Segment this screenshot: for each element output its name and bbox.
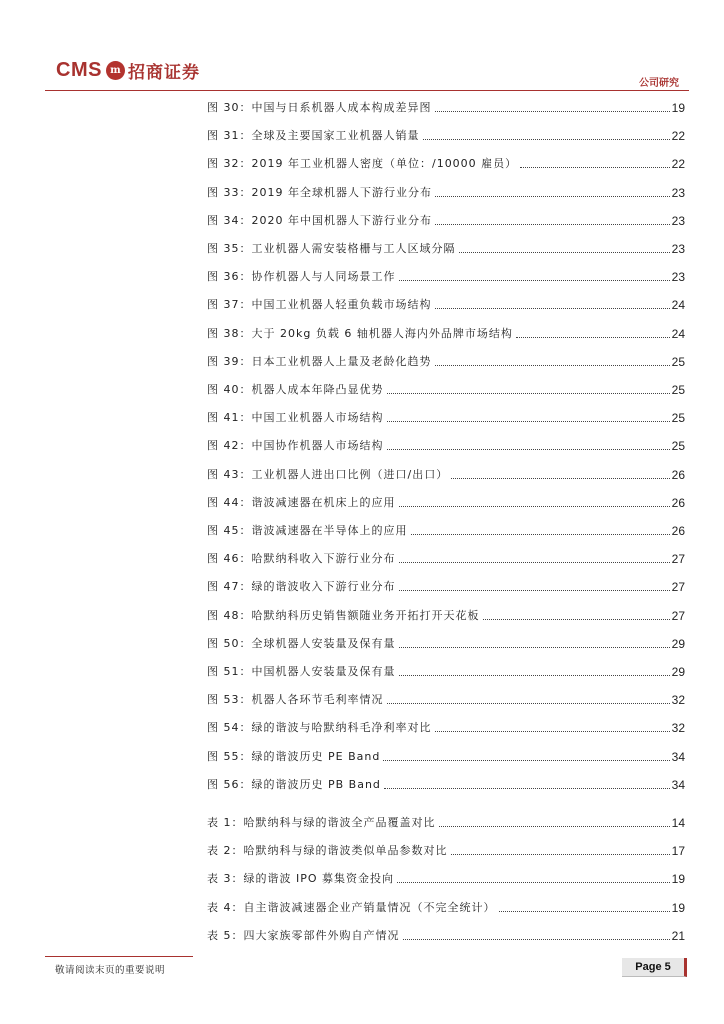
figure-entry-page[interactable]: 29 xyxy=(671,637,685,651)
figure-entry-page[interactable]: 24 xyxy=(671,327,685,341)
table-entry-page[interactable]: 14 xyxy=(671,816,685,830)
dot-leader xyxy=(451,477,669,479)
dot-leader xyxy=(520,166,669,168)
dot-leader xyxy=(435,364,670,366)
figure-entry-page[interactable]: 22 xyxy=(671,157,685,171)
table-entry-label[interactable]: 表 5：四大家族零部件外购自产情况 xyxy=(207,929,400,942)
company-logo xyxy=(56,58,200,83)
figure-entry[interactable] xyxy=(207,323,685,341)
figure-entry[interactable] xyxy=(207,605,685,623)
figure-entry-label[interactable]: 图 31：全球及主要国家工业机器人销量 xyxy=(207,129,420,142)
figure-entry[interactable] xyxy=(207,774,685,792)
figure-entry-page[interactable]: 19 xyxy=(671,101,685,115)
figure-entry-label[interactable]: 图 56：绿的谐波历史 PB Band xyxy=(207,778,381,791)
figure-entry[interactable] xyxy=(207,520,685,538)
figure-entry[interactable] xyxy=(207,238,685,256)
table-entry-label[interactable]: 表 4：自主谐波减速器企业产销量情况（不完全统计） xyxy=(207,901,496,914)
dot-leader xyxy=(384,787,670,789)
dot-leader xyxy=(399,279,670,281)
figure-entry-page[interactable]: 26 xyxy=(671,524,685,538)
figure-entry-page[interactable]: 27 xyxy=(671,609,685,623)
figure-entry[interactable] xyxy=(207,125,685,143)
dot-leader xyxy=(387,420,670,422)
dot-leader xyxy=(435,307,670,309)
figure-entry-label[interactable]: 图 32：2019 年工业机器人密度（单位：/10000 雇员） xyxy=(207,157,518,170)
figure-entry[interactable] xyxy=(207,153,685,171)
dot-leader xyxy=(383,759,669,761)
figure-entry-label[interactable]: 图 39：日本工业机器人上量及老龄化趋势 xyxy=(207,355,432,368)
figure-entry-label[interactable]: 图 55：绿的谐波历史 PE Band xyxy=(207,750,381,763)
logo-text: CMS xyxy=(56,59,102,81)
figure-entry[interactable] xyxy=(207,435,685,453)
figure-entry-page[interactable]: 23 xyxy=(671,242,685,256)
figure-entry-label[interactable]: 图 44：谐波减速器在机床上的应用 xyxy=(207,496,396,509)
table-entry[interactable] xyxy=(207,812,685,830)
figure-entry[interactable] xyxy=(207,210,685,228)
figure-entry-label[interactable]: 图 36：协作机器人与人同场景工作 xyxy=(207,270,396,283)
dot-leader xyxy=(387,448,670,450)
figure-entry[interactable] xyxy=(207,464,685,482)
dot-leader xyxy=(403,938,670,940)
dot-leader xyxy=(435,730,670,732)
header-divider xyxy=(45,90,689,91)
table-entry-page[interactable]: 19 xyxy=(671,901,685,915)
dot-leader xyxy=(387,392,670,394)
dot-leader xyxy=(499,910,670,912)
figure-entry-page[interactable]: 25 xyxy=(671,439,685,453)
figure-entry[interactable] xyxy=(207,689,685,707)
dot-leader xyxy=(399,505,670,507)
figure-entry[interactable] xyxy=(207,661,685,679)
figure-entry-label[interactable]: 图 45：谐波减速器在半导体上的应用 xyxy=(207,524,408,537)
table-entry-page[interactable]: 21 xyxy=(671,929,685,943)
table-entry[interactable] xyxy=(207,840,685,858)
figure-entry-page[interactable]: 25 xyxy=(671,383,685,397)
figure-entry-page[interactable]: 27 xyxy=(671,552,685,566)
figure-entry[interactable] xyxy=(207,379,685,397)
dot-leader xyxy=(399,561,670,563)
figure-entry-label[interactable]: 图 53：机器人各环节毛利率情况 xyxy=(207,693,384,706)
table-entry[interactable] xyxy=(207,897,685,915)
figure-entry-page[interactable]: 32 xyxy=(671,693,685,707)
figure-entry-label[interactable]: 图 30：中国与日系机器人成本构成差异图 xyxy=(207,101,432,114)
figure-entry-label[interactable]: 图 40：机器人成本年降凸显优势 xyxy=(207,383,384,396)
figure-entry-page[interactable]: 29 xyxy=(671,665,685,679)
figure-entry-label[interactable]: 图 43：工业机器人进出口比例（进口/出口） xyxy=(207,468,449,481)
figure-entry-label[interactable]: 图 47：绿的谐波收入下游行业分布 xyxy=(207,580,396,593)
figure-entry-page[interactable]: 23 xyxy=(671,214,685,228)
figure-entry-label[interactable]: 图 54：绿的谐波与哈默纳科毛净利率对比 xyxy=(207,721,432,734)
table-entry-label[interactable]: 表 3：绿的谐波 IPO 募集资金投向 xyxy=(207,872,395,885)
dot-leader xyxy=(451,853,670,855)
figure-entry-page[interactable]: 34 xyxy=(671,778,685,792)
table-entry[interactable] xyxy=(207,868,685,886)
figure-entry[interactable] xyxy=(207,576,685,594)
dot-leader xyxy=(411,533,670,535)
figure-entry-label[interactable]: 图 46：哈默纳科收入下游行业分布 xyxy=(207,552,396,565)
figure-entry[interactable] xyxy=(207,746,685,764)
figure-entry-label[interactable]: 图 48：哈默纳科历史销售额随业务开拓打开天花板 xyxy=(207,609,480,622)
logo-emblem-icon: m xyxy=(106,61,125,80)
figure-entry-label[interactable]: 图 51：中国机器人安装量及保有量 xyxy=(207,665,396,678)
dot-leader xyxy=(459,251,670,253)
dot-leader xyxy=(387,702,670,704)
figure-entry[interactable] xyxy=(207,266,685,284)
figure-entry-page[interactable]: 26 xyxy=(671,496,685,510)
figure-entry[interactable] xyxy=(207,97,685,115)
dot-leader xyxy=(399,674,670,676)
figure-entry-label[interactable]: 图 33：2019 年全球机器人下游行业分布 xyxy=(207,186,432,199)
table-entry[interactable] xyxy=(207,925,685,943)
page-number-badge: Page 5 xyxy=(622,958,687,977)
table-entry-label[interactable]: 表 2：哈默纳科与绿的谐波类似单品参数对比 xyxy=(207,844,448,857)
table-entry-page[interactable]: 17 xyxy=(671,844,685,858)
figure-entry-label[interactable]: 图 41：中国工业机器人市场结构 xyxy=(207,411,384,424)
figure-entry-page[interactable]: 26 xyxy=(671,468,685,482)
figure-entry-label[interactable]: 图 38：大于 20kg 负载 6 轴机器人海内外品牌市场结构 xyxy=(207,327,513,340)
dot-leader xyxy=(399,589,670,591)
figure-entry[interactable] xyxy=(207,182,685,200)
table-entry-page[interactable]: 19 xyxy=(671,872,685,886)
figure-entry-page[interactable]: 27 xyxy=(671,580,685,594)
figure-entry-page[interactable]: 32 xyxy=(671,721,685,735)
figure-entry[interactable] xyxy=(207,351,685,369)
figure-entry[interactable] xyxy=(207,717,685,735)
dot-leader xyxy=(439,825,670,827)
figure-entry[interactable] xyxy=(207,294,685,312)
figure-entry-page[interactable]: 23 xyxy=(671,270,685,284)
figure-entry-label[interactable]: 图 50：全球机器人安装量及保有量 xyxy=(207,637,396,650)
dot-leader xyxy=(397,881,670,883)
footer-disclaimer: 敬请阅读末页的重要说明 xyxy=(55,965,166,976)
section-label: 公司研究 xyxy=(639,78,679,89)
figure-entry[interactable] xyxy=(207,407,685,425)
figure-entry[interactable] xyxy=(207,492,685,510)
dot-leader xyxy=(435,223,670,225)
figure-entry-page[interactable]: 22 xyxy=(671,129,685,143)
figure-entry-page[interactable]: 25 xyxy=(671,411,685,425)
dot-leader xyxy=(435,195,670,197)
logo-chinese-name: 招商证券 xyxy=(127,63,200,83)
footer-divider xyxy=(45,956,193,957)
figure-entry-label[interactable]: 图 35：工业机器人需安装格栅与工人区域分隔 xyxy=(207,242,456,255)
dot-leader xyxy=(399,646,670,648)
table-entry-label[interactable]: 表 1：哈默纳科与绿的谐波全产品覆盖对比 xyxy=(207,816,436,829)
figure-entry[interactable] xyxy=(207,633,685,651)
dot-leader xyxy=(423,138,670,140)
figure-entry-label[interactable]: 图 34：2020 年中国机器人下游行业分布 xyxy=(207,214,432,227)
figure-entry-page[interactable]: 34 xyxy=(671,750,685,764)
figure-entry-page[interactable]: 24 xyxy=(671,298,685,312)
figure-entry-page[interactable]: 25 xyxy=(671,355,685,369)
figure-entry-label[interactable]: 图 37：中国工业机器人轻重负载市场结构 xyxy=(207,298,432,311)
figure-entry-page[interactable]: 23 xyxy=(671,186,685,200)
dot-leader xyxy=(483,618,670,620)
figure-entry-label[interactable]: 图 42：中国协作机器人市场结构 xyxy=(207,439,384,452)
figure-entry[interactable] xyxy=(207,548,685,566)
dot-leader xyxy=(435,110,670,112)
dot-leader xyxy=(516,336,670,338)
